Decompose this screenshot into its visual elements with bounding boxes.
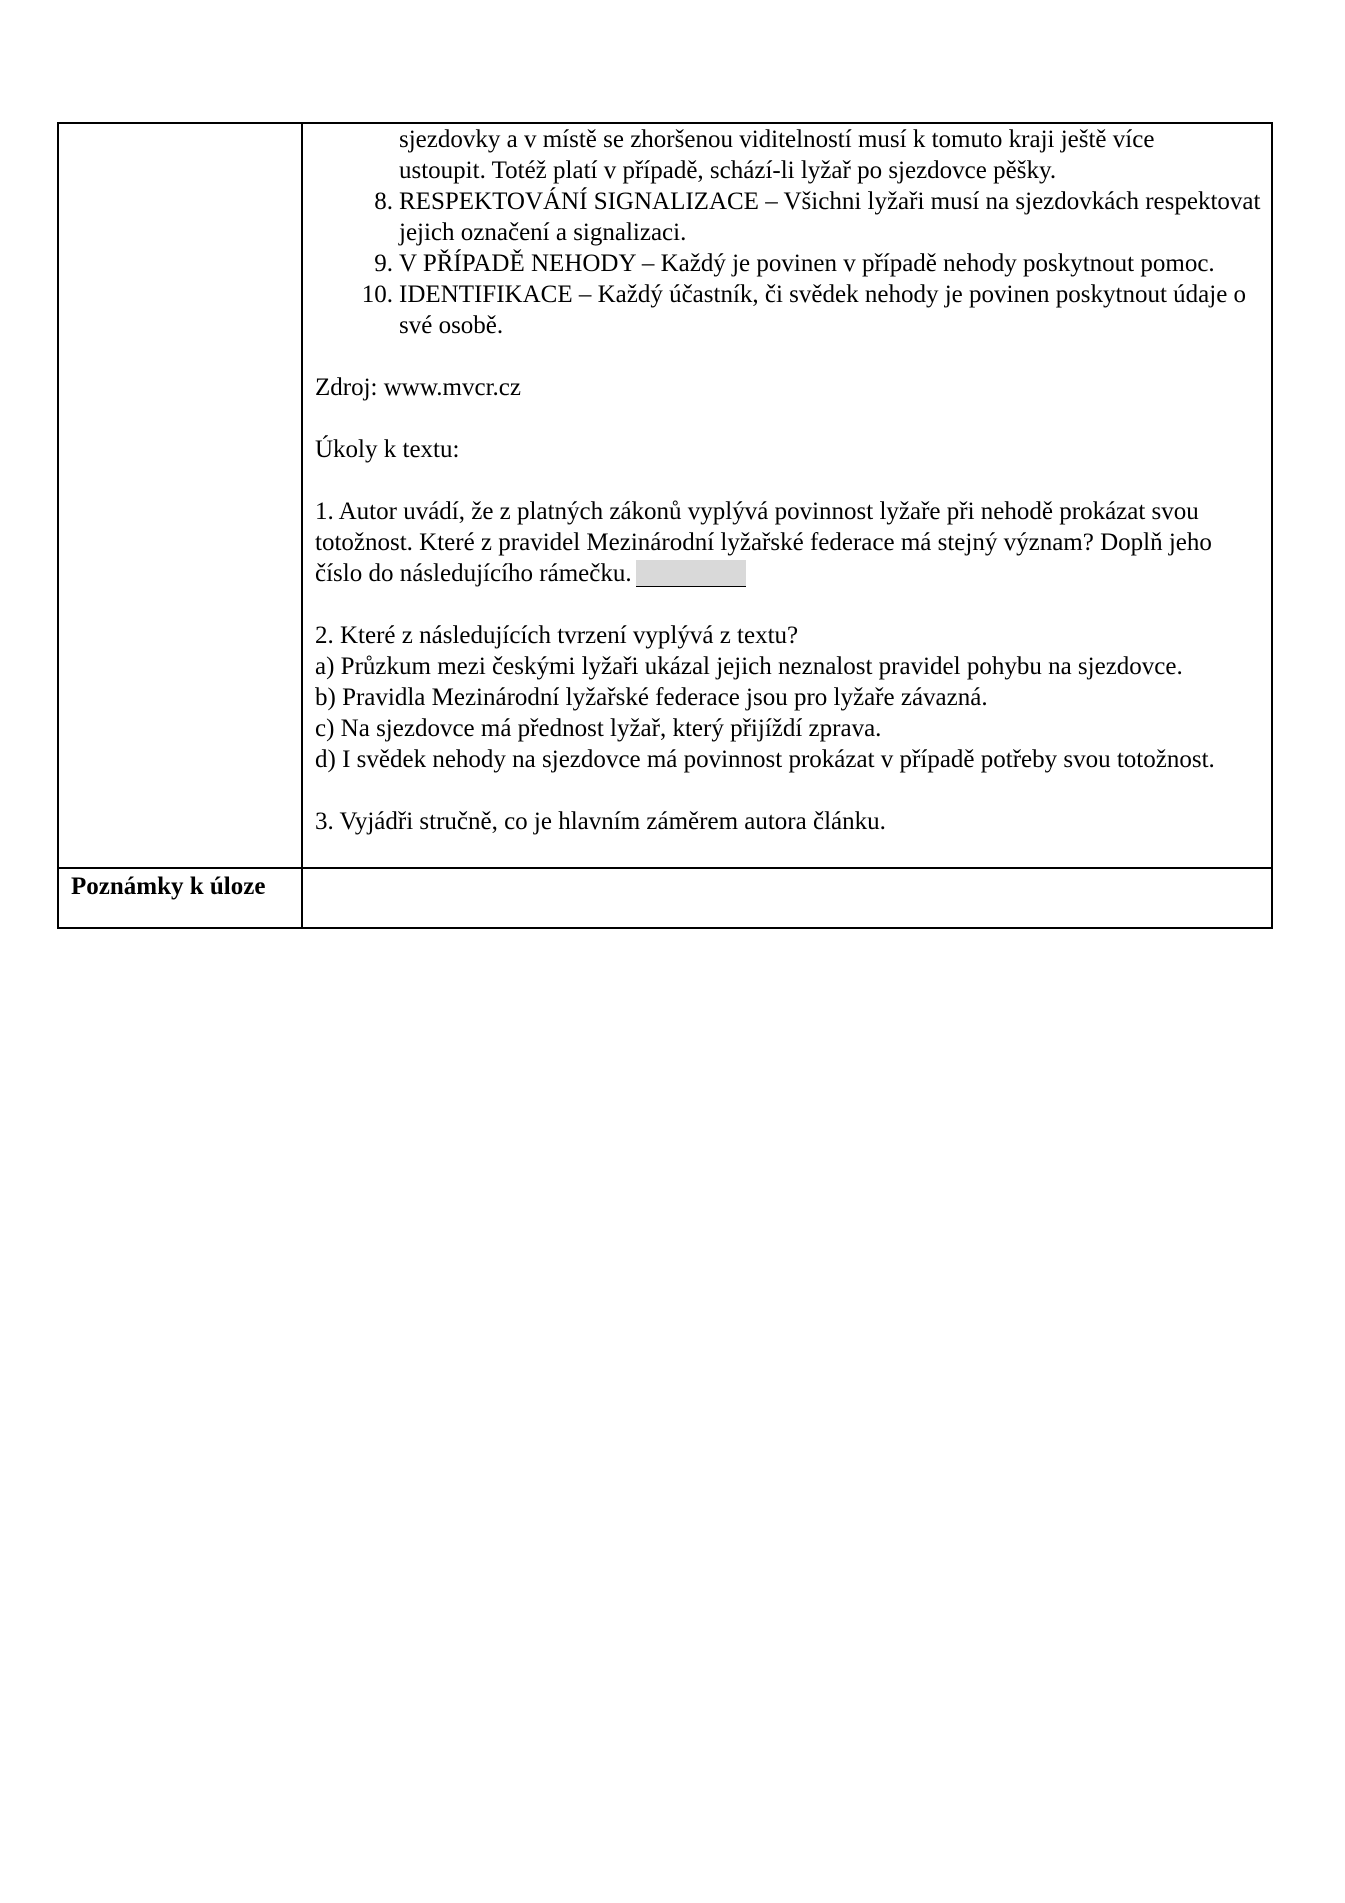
task-2-option-a: a) Průzkum mezi českými lyžaři ukázal jejich neznalost pravidel pohybu na sjezdovce. bbox=[315, 653, 1183, 680]
tasks-heading: Úkoly k textu: bbox=[315, 436, 460, 463]
continued-rule-line-2: ustoupit. Totéž platí v případě, schází-li lyžař po sjezdovce pěšky. bbox=[399, 157, 1057, 184]
rule-number: 8. bbox=[374, 188, 393, 215]
content-row bbox=[58, 123, 1272, 868]
notes-row bbox=[58, 868, 1272, 928]
task-2-option-c: c) Na sjezdovce má přednost lyžař, který přijíždí zprava. bbox=[315, 715, 882, 742]
notes-cell bbox=[302, 868, 1272, 928]
rule-number: 9. bbox=[374, 250, 393, 277]
rule-item-8 bbox=[315, 186, 1261, 248]
rule-item-10 bbox=[315, 279, 1261, 341]
rule-text: IDENTIFIKACE – Každý účastník, či svědek nehody je povinen poskytnout údaje o své osobě. bbox=[399, 281, 1247, 339]
task-2-option-d: d) I svědek nehody na sjezdovce má povinnost prokázat v případě potřeby svou totožnost. bbox=[315, 746, 1215, 773]
answer-box-field[interactable] bbox=[636, 560, 746, 587]
continued-rule-text bbox=[315, 124, 1261, 186]
task-1-text: 1. Autor uvádí, že z platných zákonů vyplývá povinnost lyžaře při nehodě prokázat svou totožnost. Které z pravidel Mezinárodní lyžařské federace má stejný význam? Doplň jeho číslo do následujícího rámečku. bbox=[315, 498, 1212, 587]
task-table bbox=[57, 122, 1273, 929]
rule-number: 10. bbox=[361, 281, 393, 308]
task-2-option-b: b) Pravidla Mezinárodní lyžařské federace jsou pro lyžaře závazná. bbox=[315, 684, 988, 711]
left-empty-cell bbox=[58, 123, 302, 868]
content-cell bbox=[302, 123, 1272, 868]
rule-item-9 bbox=[315, 248, 1261, 279]
rule-text: RESPEKTOVÁNÍ SIGNALIZACE – Všichni lyžaři musí na sjezdovkách respektovat jejich označení a signalizaci. bbox=[399, 188, 1261, 246]
task-3: 3. Vyjádři stručně, co je hlavním záměrem autora článku. bbox=[315, 808, 886, 835]
rules-list bbox=[315, 186, 1261, 341]
task-2 bbox=[315, 620, 1261, 775]
continued-rule-line-1: sjezdovky a v místě se zhoršenou viditelností musí k tomuto kraji ještě více bbox=[399, 126, 1155, 153]
rule-text: V PŘÍPADĚ NEHODY – Každý je povinen v případě nehody poskytnout pomoc. bbox=[399, 250, 1215, 277]
notes-label: Poznámky k úloze bbox=[58, 868, 302, 928]
task-1 bbox=[315, 496, 1261, 589]
task-2-question: 2. Které z následujících tvrzení vyplývá z textu? bbox=[315, 622, 799, 649]
source-line: Zdroj: www.mvcr.cz bbox=[315, 374, 521, 401]
